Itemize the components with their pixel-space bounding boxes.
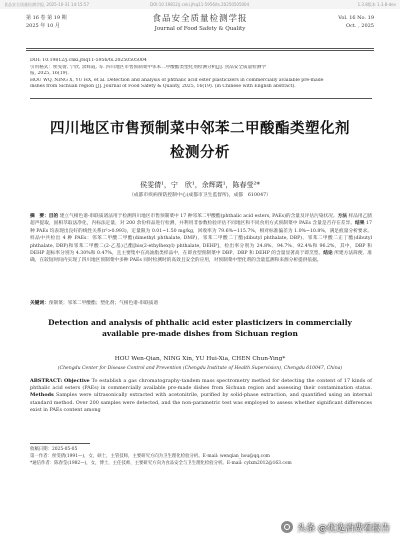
- citation-rule: [30, 98, 372, 99]
- article-title-zh-line-1: 四川地区市售预制菜中邻苯二甲酸酯类塑化剂: [50, 121, 350, 137]
- objective-text: To establish a gas chromatography-tandem mass spectrometry method for detecting the content of 17 kinds of phthalic acid esters (PAEs) in commercially available pre-made dishes from Sichuan region and assessing their contamination status.: [30, 378, 372, 392]
- keywords-text-zh: 预制菜；邻苯二甲酸酯；塑化剂；气相色谱-串联质谱: [48, 301, 159, 306]
- abstract-label-zh: 摘 要：: [30, 214, 49, 219]
- citation-zh-line-1: 引用格式：侯雯倩, 宁欣, 余辉霞, 等. 四川地区市售预制菜中邻苯二甲酸酯类塑化剂检测分析[J]. 食品安全质量检测学: [30, 64, 266, 70]
- authors-en: HOU Wen-Qian, NING Xin, YU Hui-Xia, CHEN Chun-Ying*: [114, 356, 286, 362]
- volume-issue-zh: 第 16 卷 第 19 期: [26, 15, 67, 21]
- abstract-en: [30, 378, 372, 414]
- watermark-text: 头条 @优选消费看报告: [297, 523, 390, 534]
- received-date: 收稿日期：2025-05-05: [30, 447, 78, 452]
- header-rule-thin: [26, 50, 374, 51]
- journal-header: [26, 12, 374, 46]
- platform-watermark: [281, 519, 390, 535]
- header-rule: [26, 48, 374, 49]
- article-title-en-line-1: Detection and analysis of phthalic acid ester plasticizers in commercially: [48, 318, 352, 327]
- footnotes: [30, 446, 372, 467]
- conclusion-label: 结论: [323, 251, 333, 257]
- journal-title-en: Journal of Food Safety & Quality: [154, 26, 246, 32]
- strip-left-text: 食品安全质量检测学报, 2025-10-31 14:15:57: [4, 2, 90, 7]
- citation-en-line-2: dishes from Sichuan region [J]. Journal of Food Safety & Quality, 2025, 16(19). (in Chinese with English abstract).: [30, 84, 296, 90]
- methods-text: Samples were ultrasonically extracted with acetonitrile, purified by solid-phase extraction, and quantified using an internal standard method. Over 200 samples were detected, and the non-parametric test was employed to assess whether significant differences exist in PAEs content among: [30, 392, 372, 413]
- method-label: 方法: [337, 214, 347, 219]
- first-author-note: 第一作者：侯雯倩(1991—)，女，硕士，主管技师，主要研究方向为卫生理化检验分析。E-mail: wenqian_hou@qq.com: [30, 454, 270, 459]
- article-title-en-line-2: available pre-made dishes from Sichuan region: [102, 329, 298, 338]
- date-zh: 2025 年 10 月: [26, 23, 60, 29]
- keywords-zh: [30, 300, 372, 306]
- affiliation-zh: （成都市疾病预防控制中心(成都市卫生监督所)，成都 610047）: [129, 193, 271, 198]
- result-label: 结果: [355, 221, 365, 227]
- method-text: 样品用乙腈超声提取，固相萃取法净化，内标法定量，对 200 余份样品进行检测，并利用非参数检验评估不同地区和不同食用方式预制菜中 PAEs 含量是否存在差异。: [30, 214, 372, 227]
- header-right: [338, 14, 374, 30]
- conclusion-text: 所建方法简便、准确，在较短时间内实现了四川地区预制菜中多种 PAEs 同时检测时的高效且安全的应用，对预制菜中塑化剂的含量监测和来源分析提供依据。: [30, 251, 372, 264]
- affiliation-en: (Chengdu Center for Disease Control and Prevention (Chengdu Institute of Health Supervision), Chengdu 610047, China): [57, 366, 343, 371]
- strip-middle-text: DOI:10.19812/j.cnki.jfsq11-5956/ts.20250505004: [150, 2, 250, 7]
- purpose-text: 建立气相色谱-串联质谱法用于检测四川地区市售预制菜中 17 种邻苯二甲酸酯(phthalic acid esters, PAEs)的含量及评估污染状况。: [58, 214, 338, 219]
- citation-block: [30, 58, 372, 91]
- volume-issue-en: Vol. 16 No. 19: [338, 15, 374, 21]
- footnote-rule: [30, 443, 90, 444]
- result-text: 17 种 PAEs 均表现出良好的线性关系(r²>0.993)，定量限为 0.01~1.50 mg/kg，回收率为 79.6%~115.7%，相对标准偏差为 1.0%~10.8%，满足痕量分析要求。样品中共检出 4 种 PAEs：邻苯二甲酸二甲酯(dimethyl phthalate, DMP)、邻苯二甲酸二丁酯(dibutyl phthalate, DBP)、邻苯二甲酸二正丁酯(dibutyl phthalate, DBP)和邻苯二甲酸二(2-乙基)己酯[bis(2-ethylhexyl) phthalate, DEHP]，检出率分别为 24.8%、94.7%、92.4%和 96.2%，其中，DBP 和 DEHP 超标率分别为 4.30%和 0.47%，且主要集中在高油脂类样品中，在即食型预制菜中 DBP、DBP 和 DEHP 的含量显著高于即烹型。: [30, 221, 372, 257]
- date-en: Oct. , 2025: [346, 23, 374, 29]
- citation-zh-line-2: 报, 2025, 16(19).: [30, 71, 69, 77]
- methods-label: Methods: [30, 392, 54, 399]
- purpose-label: 目的: [48, 214, 59, 219]
- strip-right-text: 1.3.8版本 1.3.8-dev: [357, 2, 396, 7]
- article-title-zh: [40, 117, 360, 165]
- download-info-strip: [0, 0, 400, 9]
- journal-title-zh: 食品安全质量检测学报: [152, 14, 248, 24]
- citation-en-line-1: HOU WQ, NING X, YU HX, et al. Detection and analysis of phthalic acid ester plasticizers in commercially available pre-made: [30, 77, 324, 83]
- header-center: [26, 12, 374, 32]
- corresponding-author-note: *通信作者：陈春莹(1982—)，女，博士，主任技师，主要研究方向为食品安全与卫生理化检验分析。E-mail: cylxm2012@163.com: [30, 461, 292, 466]
- doi-line: DOI: 10.19812/j.cnki.jfsq11-5956/ts.20250505004: [30, 58, 147, 63]
- objective-label: Objective: [64, 378, 90, 384]
- authors-zh: 侯雯倩¹，宁 欣¹，余辉霞¹，陈春莹²*: [140, 181, 260, 189]
- camera-icon: [281, 521, 293, 533]
- abstract-zh: [30, 213, 372, 265]
- article-title-zh-line-2: 检测分析: [170, 145, 230, 161]
- article-title-en: [40, 317, 360, 339]
- keywords-label-zh: 关键词：: [30, 301, 49, 306]
- abstract-label-en: ABSTRACT:: [30, 378, 63, 384]
